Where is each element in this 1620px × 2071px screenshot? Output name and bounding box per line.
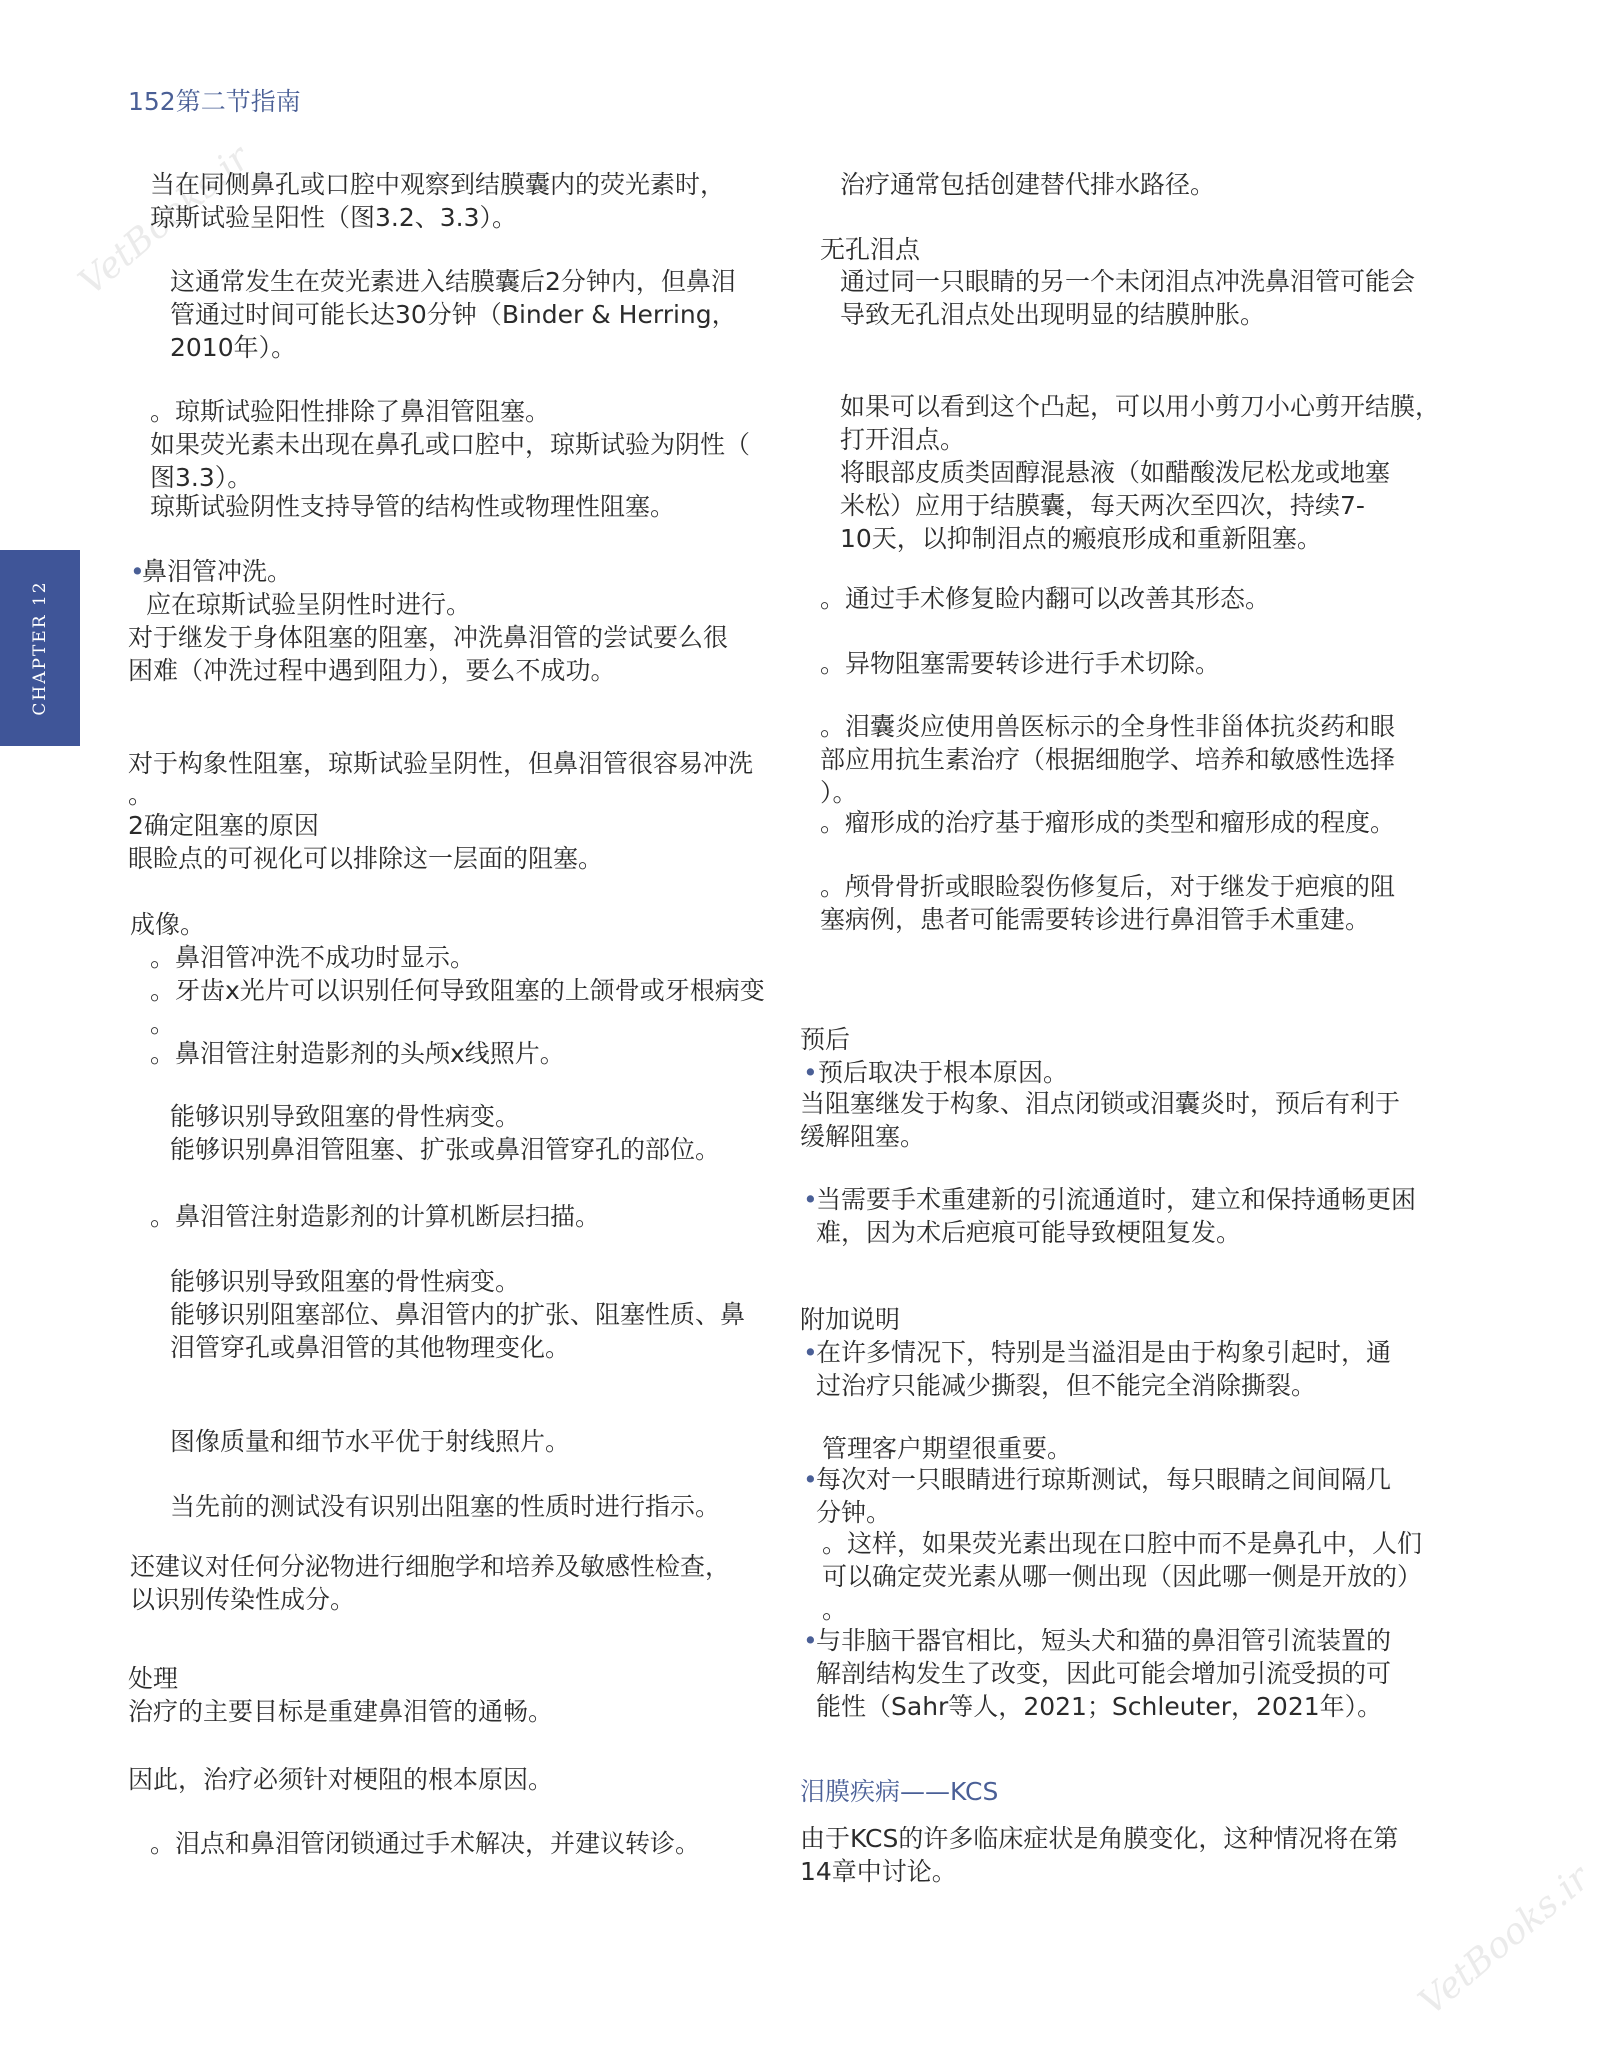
text-line: 。 bbox=[150, 1009, 176, 1038]
text-line: 过治疗只能减少撕裂，但不能完全消除撕裂。 bbox=[816, 1371, 1317, 1400]
text-line: 难，因为术后疤痕可能导致梗阻复发。 bbox=[816, 1218, 1242, 1247]
text-line: 管理客户期望很重要。 bbox=[822, 1434, 1073, 1463]
text-line: 塞病例，患者可能需要转诊进行鼻泪管手术重建。 bbox=[820, 905, 1371, 934]
text-line: 图像质量和细节水平优于射线照片。 bbox=[170, 1427, 571, 1456]
section-heading-kcs: 泪膜疾病——KCS bbox=[800, 1777, 999, 1806]
text-line: 。颅骨骨折或眼睑裂伤修复后，对于继发于疤痕的阻 bbox=[820, 872, 1396, 901]
bullet: • bbox=[803, 1626, 818, 1655]
text-line: 如果可以看到这个凸起，可以用小剪刀小心剪开结膜， bbox=[840, 392, 1441, 421]
watermark: VetBooks.ir bbox=[71, 137, 258, 304]
chapter-tab bbox=[0, 550, 80, 746]
text-line: 这通常发生在荧光素进入结膜囊后2分钟内，但鼻泪 bbox=[170, 267, 736, 296]
text-line: 应在琼斯试验呈阴性时进行。 bbox=[146, 590, 472, 619]
text-line: 缓解阻塞。 bbox=[800, 1122, 926, 1151]
text-line: 。 bbox=[128, 780, 154, 809]
watermark: VetBooks.ir bbox=[1411, 1857, 1598, 2024]
text-line: 眼睑点的可视化可以排除这一层面的阻塞。 bbox=[128, 844, 604, 873]
text-line: 。鼻泪管冲洗不成功时显示。 bbox=[150, 943, 476, 972]
text-line: 由于KCS的许多临床症状是角膜变化，这种情况将在第 bbox=[800, 1824, 1399, 1853]
text-line: 每次对一只眼睛进行琼斯测试，每只眼睛之间间隔几 bbox=[816, 1465, 1392, 1494]
section-heading: 附加说明 bbox=[800, 1305, 901, 1334]
text-line: 治疗的主要目标是重建鼻泪管的通畅。 bbox=[128, 1697, 554, 1726]
text-line: 。瘤形成的治疗基于瘤形成的类型和瘤形成的程度。 bbox=[820, 808, 1396, 837]
text-line: 当在同侧鼻孔或口腔中观察到结膜囊内的荧光素时， bbox=[150, 170, 726, 199]
text-line: 。通过手术修复睑内翻可以改善其形态。 bbox=[820, 584, 1271, 613]
text-line: 能够识别阻塞部位、鼻泪管内的扩张、阻塞性质、鼻 bbox=[170, 1300, 746, 1329]
text-line: 。琼斯试验阳性排除了鼻泪管阻塞。 bbox=[150, 397, 551, 426]
text-line: 部应用抗生素治疗（根据细胞学、培养和敏感性选择 bbox=[820, 745, 1396, 774]
text-line: 当需要手术重建新的引流通道时，建立和保持通畅更困 bbox=[816, 1185, 1417, 1214]
text-line: 在许多情况下，特别是当溢泪是由于构象引起时，通 bbox=[816, 1338, 1392, 1367]
text-line: 解剖结构发生了改变，因此可能会增加引流受损的可 bbox=[816, 1659, 1392, 1688]
section-subheading: 2确定阻塞的原因 bbox=[128, 811, 319, 840]
text-line: 导致无孔泪点处出现明显的结膜肿胀。 bbox=[840, 300, 1266, 329]
text-line: 能够识别鼻泪管阻塞、扩张或鼻泪管穿孔的部位。 bbox=[170, 1135, 721, 1164]
text-line: 管通过时间可能长达30分钟（Binder & Herring， bbox=[170, 300, 737, 329]
text-line: 成像。 bbox=[130, 910, 206, 939]
text-line: 。 bbox=[822, 1595, 848, 1624]
text-line: 因此，治疗必须针对梗阻的根本原因。 bbox=[128, 1765, 554, 1794]
text-line: 与非脑干器官相比，短头犬和猫的鼻泪管引流装置的 bbox=[816, 1626, 1392, 1655]
text-line: 。鼻泪管注射造影剂的头颅x线照片。 bbox=[150, 1039, 565, 1068]
text-line: 能够识别导致阻塞的骨性病变。 bbox=[170, 1267, 521, 1296]
text-line: 能性（Sahr等人，2021；Schleuter，2021年）。 bbox=[816, 1692, 1383, 1721]
bullet: • bbox=[803, 1338, 818, 1367]
page-header: 152第二节指南 bbox=[128, 87, 301, 116]
bullet: • bbox=[803, 1058, 818, 1087]
text-line: 。泪囊炎应使用兽医标示的全身性非甾体抗炎药和眼 bbox=[820, 712, 1396, 741]
text-line: 米松）应用于结膜囊，每天两次至四次，持续7- bbox=[840, 491, 1365, 520]
text-line: 当阻塞继发于构象、泪点闭锁或泪囊炎时，预后有利于 bbox=[800, 1089, 1401, 1118]
text-line: 以识别传染性成分。 bbox=[130, 1585, 356, 1614]
text-line: 困难（冲洗过程中遇到阻力），要么不成功。 bbox=[128, 656, 616, 685]
text-line: 图3.3）。 bbox=[150, 463, 253, 492]
bullet: • bbox=[130, 557, 145, 586]
text-line: 治疗通常包括创建替代排水路径。 bbox=[840, 170, 1216, 199]
text-line: 鼻泪管冲洗。 bbox=[142, 557, 293, 586]
text-line: 。泪点和鼻泪管闭锁通过手术解决，并建议转诊。 bbox=[150, 1829, 701, 1858]
text-line: ）。 bbox=[820, 778, 858, 807]
text-line: 能够识别导致阻塞的骨性病变。 bbox=[170, 1102, 521, 1131]
text-line: 如果荧光素未出现在鼻孔或口腔中，琼斯试验为阴性（ bbox=[150, 430, 751, 459]
section-heading: 处理 bbox=[128, 1664, 179, 1693]
text-line: 分钟。 bbox=[816, 1498, 892, 1527]
text-line: 琼斯试验呈阳性（图3.2、3.3）。 bbox=[150, 203, 518, 232]
text-line: 。异物阻塞需要转诊进行手术切除。 bbox=[820, 649, 1221, 678]
text-line: 琼斯试验阴性支持导管的结构性或物理性阻塞。 bbox=[150, 492, 676, 521]
chapter-tab-label: CHAPTER 12 bbox=[30, 580, 50, 716]
text-line: 10天，以抑制泪点的瘢痕形成和重新阻塞。 bbox=[840, 524, 1322, 553]
text-line: 泪管穿孔或鼻泪管的其他物理变化。 bbox=[170, 1333, 571, 1362]
text-line: 打开泪点。 bbox=[840, 425, 966, 454]
text-line: 预后取决于根本原因。 bbox=[818, 1058, 1069, 1087]
text-line: 。这样，如果荧光素出现在口腔中而不是鼻孔中，人们 bbox=[822, 1529, 1423, 1558]
text-line: 通过同一只眼睛的另一个未闭泪点冲洗鼻泪管可能会 bbox=[840, 267, 1416, 296]
bullet: • bbox=[803, 1185, 818, 1214]
text-line: 当先前的测试没有识别出阻塞的性质时进行指示。 bbox=[170, 1492, 721, 1521]
section-heading: 预后 bbox=[800, 1025, 851, 1054]
text-line: 。鼻泪管注射造影剂的计算机断层扫描。 bbox=[150, 1202, 601, 1231]
text-line: 还建议对任何分泌物进行细胞学和培养及敏感性检查， bbox=[130, 1552, 731, 1581]
text-line: 对于构象性阻塞，琼斯试验呈阴性，但鼻泪管很容易冲洗 bbox=[128, 749, 754, 778]
text-line: 将眼部皮质类固醇混悬液（如醋酸泼尼松龙或地塞 bbox=[840, 458, 1391, 487]
text-line: 可以确定荧光素从哪一侧出现（因此哪一侧是开放的） bbox=[822, 1562, 1423, 1591]
text-line: 。牙齿x光片可以识别任何导致阻塞的上颌骨或牙根病变 bbox=[150, 976, 765, 1005]
text-line: 2010年）。 bbox=[170, 333, 297, 362]
bullet: • bbox=[803, 1465, 818, 1494]
text-line: 14章中讨论。 bbox=[800, 1857, 957, 1886]
section-subheading: 无孔泪点 bbox=[820, 235, 921, 264]
text-line: 对于继发于身体阻塞的阻塞，冲洗鼻泪管的尝试要么很 bbox=[128, 623, 729, 652]
